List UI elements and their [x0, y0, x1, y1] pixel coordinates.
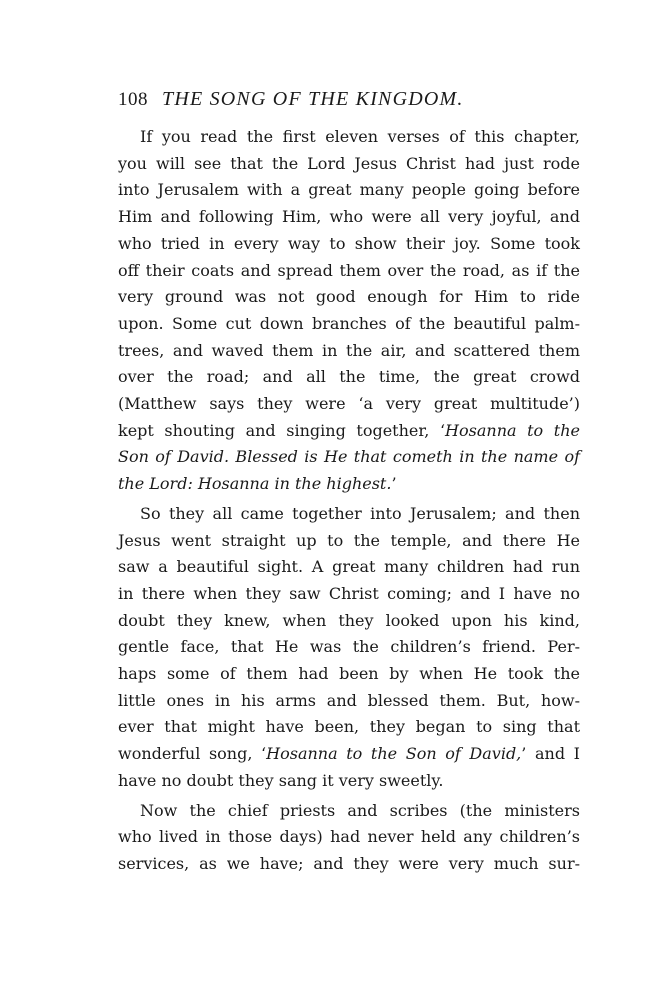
text-line: (Matthew says they were ‘a very great multitude’): [118, 394, 580, 414]
text-line: over the road; and all the time, the great crowd: [118, 367, 580, 387]
text-line: doubt they knew, when they looked upon his kind,: [118, 610, 580, 630]
text-line: Now the chief priests and scribes (the ministers: [140, 800, 580, 820]
italic-quote: Hosanna to the Son of David,: [266, 744, 522, 764]
text-line: [118, 471, 580, 498]
text-line: very ground was not good enough for Him to ride: [118, 287, 580, 307]
text-line: who tried in every way to show their joy. Some took: [118, 233, 580, 253]
book-page: [118, 88, 580, 881]
text-line: you will see that the Lord Jesus Christ had just rode: [118, 153, 580, 173]
text-line: services, as we have; and they were very much sur-: [118, 853, 580, 873]
text-line: If you read the first eleven verses of this chapter,: [140, 127, 580, 146]
text-line: who lived in those days) had never held any children’s: [118, 827, 580, 847]
text-line: Jesus went straight up to the temple, and there He: [118, 530, 580, 550]
text-run: ’ and I: [521, 744, 581, 764]
paragraph-2: [118, 501, 580, 795]
text-line: off their coats and spread them over the road, as if the: [118, 260, 580, 280]
paragraph-1: [118, 124, 580, 498]
italic-quote: Son of David. Blessed is He that cometh in the name of: [118, 447, 580, 467]
text-run: ’: [391, 474, 397, 494]
text-line: [118, 418, 580, 445]
page-number: 108: [118, 89, 148, 110]
text-line: [118, 741, 580, 768]
running-head: [118, 88, 580, 124]
text-line: trees, and waved them in the air, and scattered them: [118, 340, 580, 360]
text-line: So they all came together into Jerusalem; and then: [140, 503, 580, 523]
text-line: [118, 444, 580, 471]
text-line: upon. Some cut down branches of the beautiful palm-: [118, 313, 580, 333]
text-run: wonderful song, ‘: [118, 744, 267, 764]
italic-quote: Hosanna to the: [445, 420, 580, 440]
text-line: into Jerusalem with a great many people going before: [118, 180, 580, 200]
text-line: Him and following Him, who were all very joyful, and: [118, 207, 580, 227]
text-line: saw a beautiful sight. A great many children had run: [118, 557, 580, 577]
italic-quote: the Lord: Hosanna in the highest.: [118, 474, 392, 494]
text-line: gentle face, that He was the children’s friend. Per-: [118, 637, 580, 657]
text-line: ever that might have been, they began to sing that: [118, 717, 580, 737]
running-title: THE SONG OF THE KINGDOM.: [162, 88, 464, 110]
text-line: haps some of them had been by when He took the: [118, 664, 580, 684]
text-line: have no doubt they sang it very sweetly.: [118, 770, 444, 790]
text-line: in there when they saw Christ coming; and I have no: [118, 583, 580, 603]
text-line: little ones in his arms and blessed them. But, how-: [118, 690, 580, 710]
paragraph-3: [118, 798, 580, 878]
text-run: kept shouting and singing together, ‘: [118, 420, 446, 440]
